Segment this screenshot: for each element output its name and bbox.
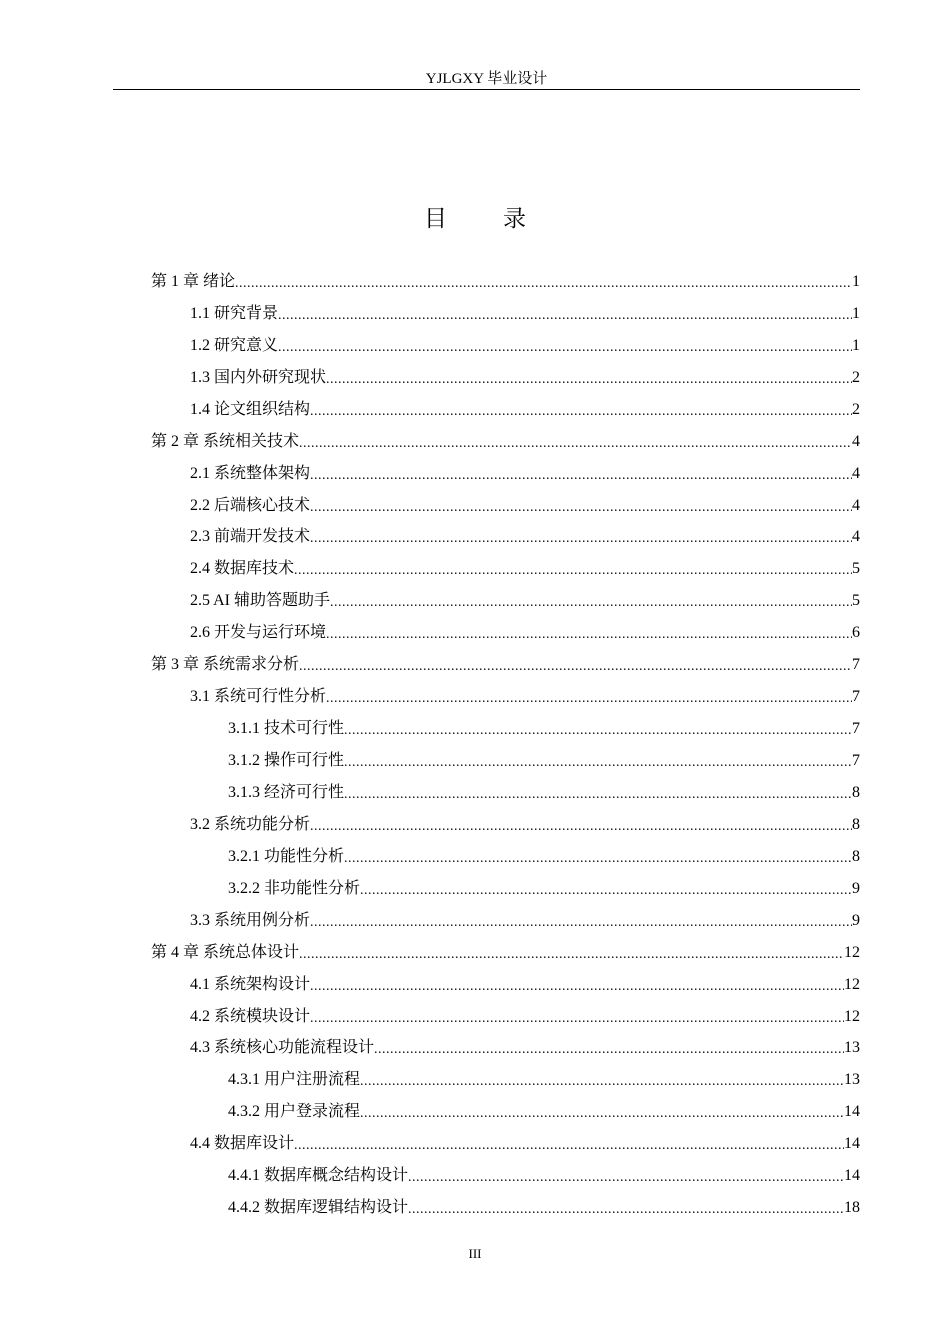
toc-entry-page: 6 <box>852 624 860 642</box>
dot-leader <box>278 334 852 362</box>
toc-entry[interactable] <box>151 266 860 298</box>
dot-leader <box>310 909 852 937</box>
toc-entry-page: 7 <box>852 656 860 674</box>
toc-entry-page: 8 <box>852 815 860 833</box>
dot-leader <box>299 941 844 969</box>
toc-entry-text: 4.3.1 用户注册流程 <box>228 1071 361 1089</box>
toc-entry[interactable] <box>151 809 860 841</box>
dot-leader <box>310 973 844 1001</box>
toc-entry[interactable] <box>151 1160 860 1192</box>
dot-leader <box>344 845 852 873</box>
toc-entry-page: 14 <box>844 1135 860 1153</box>
toc-entry-page: 5 <box>852 592 860 610</box>
toc-entry-text: 2.6 开发与运行环境 <box>190 624 327 642</box>
toc-entry-page: 1 <box>852 336 860 354</box>
toc-entry-text: 2.5 AI 辅助答题助手 <box>190 592 331 610</box>
toc-entry[interactable] <box>151 649 860 681</box>
toc-entry-page: 14 <box>844 1103 860 1121</box>
page-number: III <box>468 1246 482 1261</box>
dot-leader <box>310 398 852 426</box>
toc-entry-text: 3.2.1 功能性分析 <box>228 847 345 865</box>
toc-entry-page: 4 <box>852 432 860 450</box>
toc-entry[interactable] <box>151 1001 860 1033</box>
toc-entry-page: 9 <box>852 911 860 929</box>
toc-entry-text: 第 2 章 系统相关技术 <box>151 432 300 450</box>
toc-entry-page: 4 <box>852 528 860 546</box>
toc-entry-page: 13 <box>844 1071 860 1089</box>
toc-entry-page: 8 <box>852 847 860 865</box>
toc-entry[interactable] <box>151 426 860 458</box>
toc-entry-text: 3.3 系统用例分析 <box>190 911 311 929</box>
toc-entry-text: 4.4.2 数据库逻辑结构设计 <box>228 1199 409 1217</box>
toc-entry[interactable] <box>151 617 860 649</box>
dot-leader <box>344 781 852 809</box>
toc-entry-text: 3.1.1 技术可行性 <box>228 720 345 738</box>
toc-entry-text: 4.4 数据库设计 <box>190 1135 295 1153</box>
dot-leader <box>299 430 852 458</box>
toc-entry[interactable] <box>151 841 860 873</box>
toc-entry[interactable] <box>151 1128 860 1160</box>
toc-entry[interactable] <box>151 522 860 554</box>
dot-leader <box>310 525 852 553</box>
toc-title-char: 目 <box>424 206 447 231</box>
toc-entry-page: 4 <box>852 496 860 514</box>
toc-entry-page: 13 <box>844 1039 860 1057</box>
toc-entry[interactable] <box>151 362 860 394</box>
toc-entry[interactable] <box>151 1096 860 1128</box>
dot-leader <box>326 366 852 394</box>
toc-entry-page: 1 <box>852 272 860 290</box>
toc-entry-text: 1.4 论文组织结构 <box>190 400 311 418</box>
header-rule <box>113 89 860 90</box>
toc-entry-page: 12 <box>844 1007 860 1025</box>
dot-leader <box>294 557 852 585</box>
toc-entry-text: 4.2 系统模块设计 <box>190 1007 311 1025</box>
dot-leader <box>310 1005 844 1033</box>
toc-entry-page: 18 <box>844 1199 860 1217</box>
toc-entry[interactable] <box>151 1033 860 1065</box>
toc-entry-page: 1 <box>852 304 860 322</box>
toc-entry-page: 2 <box>852 400 860 418</box>
toc-entry-text: 3.2.2 非功能性分析 <box>228 879 361 897</box>
toc-entry-text: 4.3.2 用户登录流程 <box>228 1103 361 1121</box>
dot-leader <box>299 653 852 681</box>
toc-entry[interactable] <box>151 905 860 937</box>
page-header: YJLGXY 毕业设计 <box>425 71 548 87</box>
toc-title <box>0 200 950 233</box>
dot-leader <box>310 813 852 841</box>
dot-leader <box>294 1132 844 1160</box>
toc-entry[interactable] <box>151 681 860 713</box>
toc-entry-text: 1.2 研究意义 <box>190 336 279 354</box>
toc-entry-text: 2.3 前端开发技术 <box>190 528 311 546</box>
toc-entry-page: 4 <box>852 464 860 482</box>
toc-entry-page: 5 <box>852 560 860 578</box>
dot-leader <box>310 494 852 522</box>
toc-entry-text: 3.2 系统功能分析 <box>190 815 311 833</box>
toc-entry[interactable] <box>151 1064 860 1096</box>
dot-leader <box>330 589 852 617</box>
toc-entry-text: 第 3 章 系统需求分析 <box>151 656 300 674</box>
toc-title-char: 录 <box>503 206 526 231</box>
toc-entry-text: 2.4 数据库技术 <box>190 560 295 578</box>
toc-entry-text: 2.2 后端核心技术 <box>190 496 311 514</box>
toc-entry-text: 1.3 国内外研究现状 <box>190 368 327 386</box>
toc-entry-text: 4.3 系统核心功能流程设计 <box>190 1039 375 1057</box>
toc-entry-page: 9 <box>852 879 860 897</box>
toc-entry-page: 8 <box>852 783 860 801</box>
toc-list <box>151 266 860 1224</box>
toc-entry[interactable] <box>151 490 860 522</box>
toc-entry[interactable] <box>151 713 860 745</box>
dot-leader <box>278 302 852 330</box>
toc-entry[interactable] <box>151 553 860 585</box>
toc-entry[interactable] <box>151 969 860 1001</box>
toc-entry-text: 1.1 研究背景 <box>190 304 279 322</box>
toc-entry-text: 3.1.3 经济可行性 <box>228 783 345 801</box>
dot-leader <box>408 1196 844 1224</box>
dot-leader <box>360 1068 844 1096</box>
toc-entry-page: 7 <box>852 688 860 706</box>
toc-entry-page: 7 <box>852 752 860 770</box>
dot-leader <box>408 1164 844 1192</box>
toc-entry[interactable] <box>151 1192 860 1224</box>
toc-entry[interactable] <box>151 298 860 330</box>
dot-leader <box>235 270 852 298</box>
toc-entry[interactable] <box>151 745 860 777</box>
toc-entry-page: 12 <box>844 975 860 993</box>
toc-entry-text: 4.1 系统架构设计 <box>190 975 311 993</box>
toc-entry[interactable] <box>151 458 860 490</box>
dot-leader <box>326 621 852 649</box>
toc-entry-text: 4.4.1 数据库概念结构设计 <box>228 1167 409 1185</box>
dot-leader <box>310 462 852 490</box>
dot-leader <box>326 685 852 713</box>
toc-entry[interactable] <box>151 394 860 426</box>
toc-entry-text: 3.1.2 操作可行性 <box>228 752 345 770</box>
dot-leader <box>344 717 852 745</box>
toc-entry-page: 7 <box>852 720 860 738</box>
toc-entry-page: 14 <box>844 1167 860 1185</box>
dot-leader <box>374 1036 844 1064</box>
toc-entry-text: 第 1 章 绪论 <box>151 272 236 290</box>
dot-leader <box>360 877 852 905</box>
toc-entry[interactable] <box>151 937 860 969</box>
toc-entry-text: 第 4 章 系统总体设计 <box>151 943 300 961</box>
toc-entry-page: 2 <box>852 368 860 386</box>
toc-entry[interactable] <box>151 777 860 809</box>
toc-entry-page: 12 <box>844 943 860 961</box>
toc-entry[interactable] <box>151 873 860 905</box>
dot-leader <box>360 1100 844 1128</box>
dot-leader <box>344 749 852 777</box>
toc-entry[interactable] <box>151 330 860 362</box>
toc-entry[interactable] <box>151 585 860 617</box>
toc-entry-text: 2.1 系统整体架构 <box>190 464 311 482</box>
toc-entry-text: 3.1 系统可行性分析 <box>190 688 327 706</box>
